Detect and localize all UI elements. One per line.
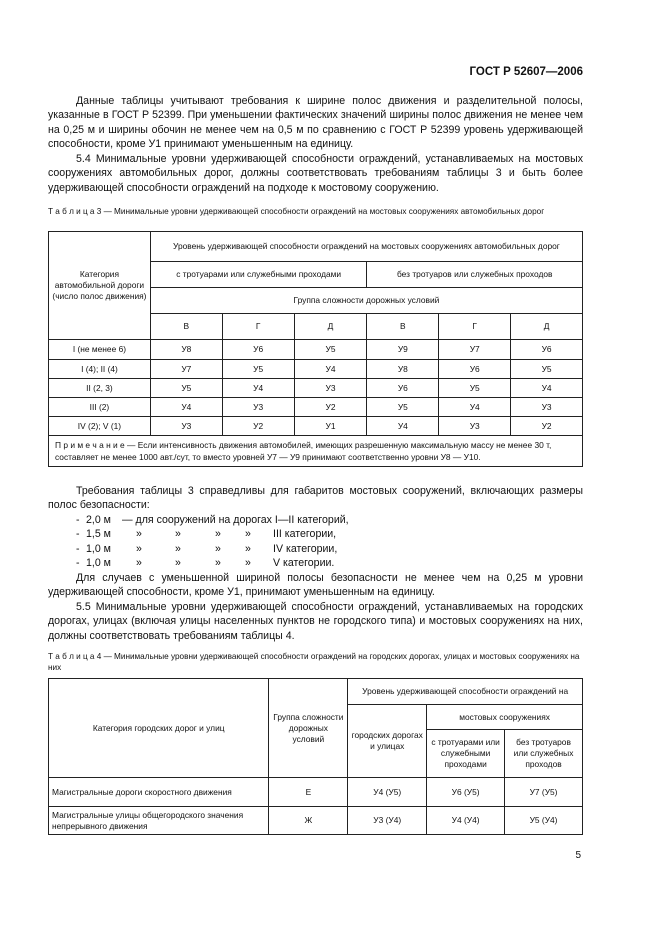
list-text: — для сооружений на дорогах I—II категорий, [122, 514, 349, 526]
table4-cell: У6 (У5) [427, 778, 505, 807]
paragraph-table3-requirements-text: Требования таблицы 3 справедливы для габаритов мостовых сооружений, включающих размеры полос безопасности: [48, 485, 583, 512]
table3-subheader: В [367, 314, 439, 340]
table3-cell: У4 [222, 379, 294, 398]
table3-cell: У2 [222, 417, 294, 436]
table-row [49, 360, 583, 379]
table3-cell: У3 [439, 417, 511, 436]
table3-cell: У6 [439, 360, 511, 379]
list-ditto: » [136, 528, 142, 541]
table3-cell: У5 [367, 398, 439, 417]
list-ditto: » [215, 557, 221, 570]
table3-cell: У8 [150, 340, 222, 360]
table-4 [48, 678, 583, 835]
table3-subheader: Г [439, 314, 511, 340]
table3-note: П р и м е ч а н и е — Если интенсивность движения автомобилей, имеющих разрешенную максимальную массу не менее 30 т, составляет не менее 1000 авт./сут, то вместо уровней У7 — У9 принимают соответственно уровни У8 — У10. [49, 436, 583, 467]
list-size: 1,5 м [86, 528, 111, 541]
table3-caption: Т а б л и ц а 3 — Минимальные уровни удерживающей способности ограждений на мостовых сооружениях автомобильных дорог [48, 207, 545, 216]
list-size: 1,0 м [86, 557, 111, 570]
table3-cell: У9 [367, 340, 439, 360]
table-row [49, 807, 583, 835]
list-ditto: » [136, 542, 142, 555]
paragraph-5-5 [48, 600, 583, 643]
table-row [49, 340, 583, 360]
paragraph-intro-text: Данные таблицы учитывают требования к ширине полос движения и разделительной полосы, указанные в ГОСТ Р 52399. При уменьшении фактических значений ширины полос движения не менее чем на 0,25 м и ширины обочин не менее чем на 0,5 м по сравнению с ГОСТ Р 52399 уровень удерживающей способности, кроме У1 принимают уменьшенным на единицу. [48, 95, 583, 151]
list-ditto: » [215, 542, 221, 555]
table4-cell: У4 (У5) [348, 778, 427, 807]
table4-header-category: Категория городских дорог и улиц [49, 679, 269, 778]
list-dash: - [76, 542, 80, 555]
table3-cell: У4 [367, 417, 439, 436]
table3-cell: У5 [150, 379, 222, 398]
table3-cell: У4 [150, 398, 222, 417]
table3-header-levels: Уровень удерживающей способности ограждений на мостовых сооружениях автомобильных дорог [150, 232, 582, 262]
document-header: ГОСТ Р 52607—2006 [469, 66, 583, 78]
table4-header-levels: Уровень удерживающей способности ограждений на [348, 679, 583, 705]
list-ditto: » [136, 557, 142, 570]
table-3 [48, 231, 583, 467]
table3-cell: У6 [367, 379, 439, 398]
table-row [49, 379, 583, 398]
table3-cell: У5 [222, 360, 294, 379]
table3-cell: У1 [294, 417, 367, 436]
table3-cell: У3 [511, 398, 583, 417]
list-size: 1,0 м [86, 542, 111, 555]
table3-cell: У4 [439, 398, 511, 417]
table3-cell: У7 [150, 360, 222, 379]
table3-cell: У3 [150, 417, 222, 436]
table3-cell-category: III (2) [49, 398, 151, 417]
table-row [49, 778, 583, 807]
list-ditto: » [245, 542, 251, 555]
table3-header-without-sidewalks: без тротуаров или служебных проходов [367, 262, 583, 288]
table4-cell: У5 (У4) [505, 807, 583, 835]
table3-cell: У5 [439, 379, 511, 398]
list-ditto: » [215, 528, 221, 541]
list-dash: - [76, 514, 80, 526]
paragraph-5-4-text: 5.4 Минимальные уровни удерживающей способности ограждений, устанавливаемых на мостовых сооружениях автомобильных дорог, должны соответствовать требованиям таблицы 3 и быть более удерживающей способности ограждений на подходе к мостовому сооружению. [48, 153, 583, 194]
table-row [49, 417, 583, 436]
list-ditto: » [175, 557, 181, 570]
table4-cell-category: Магистральные дороги скоростного движения [49, 778, 269, 807]
paragraph-5-5-text: 5.5 Минимальные уровни удерживающей способности ограждений, устанавливаемых на городских дорогах, улицах (включая улицы населенных пунктов не городского типа) и мостовых сооружениях на них, должны соответствовать требованиям таблицы 4. [48, 601, 583, 642]
table3-cell: У2 [294, 398, 367, 417]
table3-cell: У8 [367, 360, 439, 379]
page-number: 5 [575, 850, 581, 861]
table3-cell: У5 [294, 340, 367, 360]
paragraph-reduced-strip-text: Для случаев с уменьшенной шириной полосы безопасности не менее чем на 0,25 м уровни удерживающей способности, кроме У1, принимают уменьшенным на единицу. [48, 572, 583, 599]
table3-cell-category: I (не менее 6) [49, 340, 151, 360]
table3-subheader: В [150, 314, 222, 340]
table3-cell: У2 [511, 417, 583, 436]
list-ditto: » [175, 542, 181, 555]
table4-cell: У4 (У4) [427, 807, 505, 835]
table3-header-group: Группа сложности дорожных условий [150, 288, 582, 314]
list-dash: - [76, 528, 80, 541]
list-text: III категории, [273, 528, 337, 541]
table4-cell-group: Е [269, 778, 348, 807]
table4-cell-category: Магистральные улицы общегородского значения непрерывного движения [49, 807, 269, 835]
table-row [49, 398, 583, 417]
table4-header-bridges: мостовых сооружениях [427, 705, 583, 730]
table3-cell: У3 [222, 398, 294, 417]
table3-cell-category: II (2, 3) [49, 379, 151, 398]
table4-header-group: Группа сложности дорожных условий [269, 679, 348, 778]
table4-cell: У3 (У4) [348, 807, 427, 835]
table4-caption: Т а б л и ц а 4 — Минимальные уровни удерживающей способности ограждений на городских дорогах, улицах и мостовых сооружениях на них [48, 652, 580, 672]
table4-header-with-sidewalks: с тротуарами или служебными проходами [427, 730, 505, 778]
list-ditto: » [175, 528, 181, 541]
table4-header-city-roads: городских дорогах и улицах [348, 705, 427, 778]
list-ditto: » [245, 528, 251, 541]
list-dash: - [76, 557, 80, 570]
table3-subheader: Г [222, 314, 294, 340]
paragraph-5-4 [48, 152, 583, 195]
table3-header-category: Категория автомобильной дороги (число полос движения) [49, 232, 151, 340]
table4-cell: У7 (У5) [505, 778, 583, 807]
table3-subheader: Д [294, 314, 367, 340]
table4-cell-group: Ж [269, 807, 348, 835]
list-text: IV категории, [273, 542, 338, 555]
list-size: 2,0 м [86, 514, 111, 526]
table3-cell: У7 [439, 340, 511, 360]
table3-header-with-sidewalks: с тротуарами или служебными проходами [150, 262, 367, 288]
table3-cell: У4 [511, 379, 583, 398]
table3-cell-category: IV (2); V (1) [49, 417, 151, 436]
table3-cell: У5 [511, 360, 583, 379]
table3-cell: У6 [222, 340, 294, 360]
paragraph-table3-requirements [48, 484, 583, 513]
list-text: V категории. [273, 557, 335, 570]
table4-header-without-sidewalks: без тротуаров или служебных проходов [505, 730, 583, 778]
table3-cell: У6 [511, 340, 583, 360]
list-ditto: » [245, 557, 251, 570]
table3-cell-category: I (4); II (4) [49, 360, 151, 379]
paragraph-intro [48, 94, 583, 152]
table3-subheader: Д [511, 314, 583, 340]
paragraph-reduced-strip [48, 571, 583, 600]
table3-cell: У3 [294, 379, 367, 398]
table3-cell: У4 [294, 360, 367, 379]
